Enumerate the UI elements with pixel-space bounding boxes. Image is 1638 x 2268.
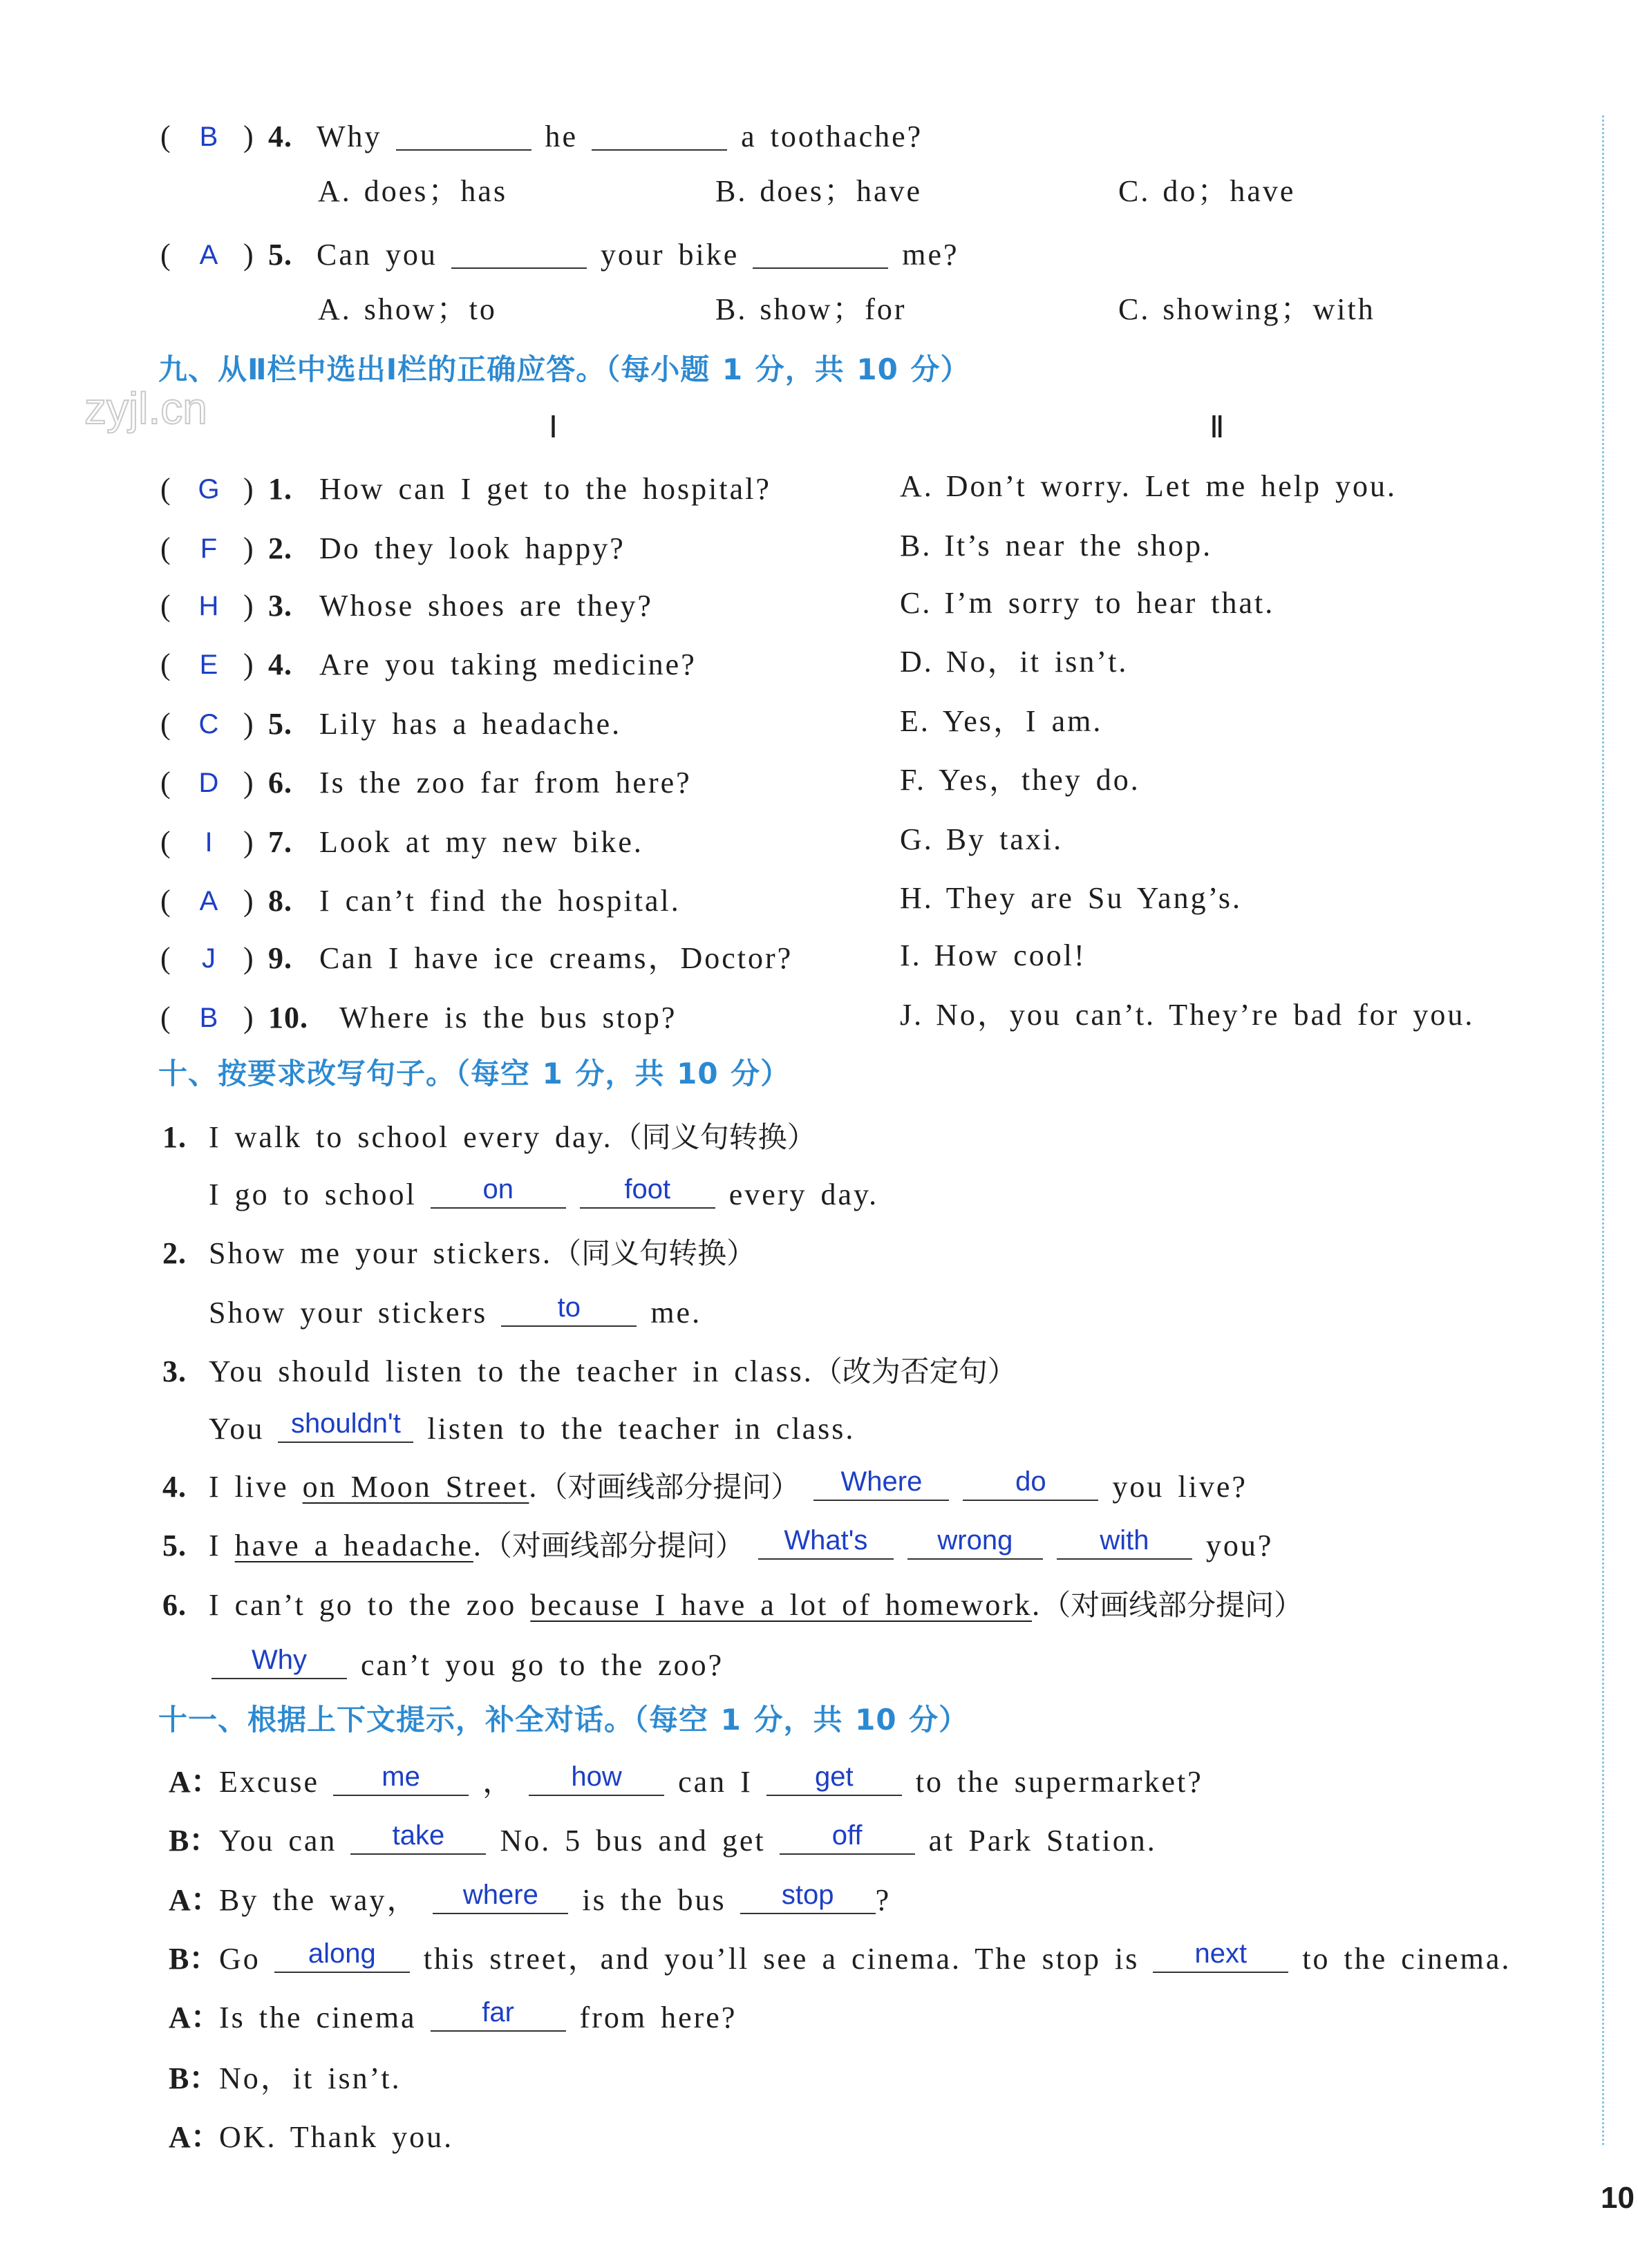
answer-letter: D xyxy=(198,768,219,798)
answer-letter: F xyxy=(200,533,218,564)
response-option-f xyxy=(900,759,1140,801)
response-option-b xyxy=(900,525,1212,567)
question-text: I can’t find the hospital. xyxy=(319,884,681,918)
question-text: Whose shoes are they? xyxy=(319,589,653,623)
stem-text: me? xyxy=(902,238,959,272)
answer-paren-close: ) xyxy=(243,941,256,975)
matching-row-9 xyxy=(0,938,1638,979)
answer-text: I go to school xyxy=(209,1178,417,1211)
item-prompt xyxy=(209,1466,1248,1508)
answer-blank: me xyxy=(333,1761,469,1796)
prompt-text: I can’t go to the zoo xyxy=(209,1588,517,1622)
answer-paren-close: ) xyxy=(243,648,256,681)
response-option-i xyxy=(900,935,1086,976)
answer-paren-close: ) xyxy=(243,707,256,741)
option-label: B. xyxy=(715,174,748,208)
matching-row-1 xyxy=(0,469,1638,510)
item-number: 3. xyxy=(162,1354,187,1388)
prompt-text: Show me your stickers. xyxy=(209,1236,553,1270)
response-text: By taxi. xyxy=(945,822,1064,856)
line-text: ? xyxy=(875,1883,892,1917)
answer-blank: wrong xyxy=(907,1525,1043,1560)
choice-options-5 xyxy=(0,289,1638,330)
section-heading-text: 十一、根据上下文提示，补全对话。（每空 1 分，共 10 分） xyxy=(158,1703,969,1737)
option-text: does；have xyxy=(760,174,923,208)
answer-blank xyxy=(396,116,531,151)
rewrite-item-4 xyxy=(0,1466,1638,1508)
answer-blank: far xyxy=(431,1997,566,2032)
prompt-text: I xyxy=(209,1529,221,1562)
speaker-label: A： xyxy=(169,1765,221,1799)
answer-paren-open: ( xyxy=(160,884,173,918)
dialogue-line-2 xyxy=(0,1820,1638,1862)
instruction-text: （对画线部分提问） xyxy=(482,1529,744,1562)
prompt-end: . xyxy=(529,1470,539,1504)
answer-line xyxy=(209,1292,702,1334)
answer-blank xyxy=(451,234,587,269)
line-text: this street，and you’ll see a cinema. The stop is xyxy=(423,1942,1140,1976)
question-text: Is the zoo far from here? xyxy=(319,766,692,800)
option-label: A. xyxy=(318,292,352,326)
question-text: Can I have ice creams，Doctor? xyxy=(319,941,793,975)
column-i-header: Ⅰ xyxy=(549,410,560,444)
question-number: 2. xyxy=(268,531,292,565)
option-text: do；have xyxy=(1162,174,1296,208)
option-text: does；has xyxy=(364,174,508,208)
question-text: Lily has a headache. xyxy=(319,707,622,741)
item-number: 5. xyxy=(162,1529,187,1562)
answer-line xyxy=(209,1408,855,1450)
option-label: B. xyxy=(715,292,748,326)
answer-letter: B xyxy=(199,1003,218,1033)
answer-paren-close: ) xyxy=(243,238,256,272)
option-c xyxy=(1118,289,1375,330)
line-text: can I xyxy=(678,1765,753,1799)
item-number: 6. xyxy=(162,1588,187,1622)
stem-text: Can you xyxy=(317,238,437,272)
response-label: G. xyxy=(900,822,934,856)
speaker-label: B： xyxy=(169,2061,220,2095)
question-number: 5. xyxy=(268,707,292,741)
question-text: Do they look happy? xyxy=(319,531,625,565)
answer-paren-open: ( xyxy=(160,589,173,623)
question-text: Look at my new bike. xyxy=(319,825,643,859)
question-text: How can I get to the hospital? xyxy=(319,472,771,506)
response-option-j xyxy=(900,994,1474,1036)
prompt-end: . xyxy=(1032,1588,1042,1622)
item-prompt xyxy=(209,1525,1273,1567)
option-a xyxy=(318,289,497,330)
answer-blank: Why xyxy=(211,1645,347,1679)
answer-blank: get xyxy=(766,1761,902,1796)
stem-text: a toothache? xyxy=(741,120,923,153)
matching-column-headers xyxy=(0,407,1638,448)
dialogue-line-6 xyxy=(0,2058,1638,2099)
dialogue-text xyxy=(219,1997,737,2039)
response-text: No，you can’t. They’re bad for you. xyxy=(936,998,1475,1032)
answer-text: Show your stickers xyxy=(209,1296,488,1330)
answer-paren-open: ( xyxy=(160,766,173,800)
answer-letter: H xyxy=(198,591,219,621)
answer-paren-close: ) xyxy=(243,825,256,859)
answer-paren-close: ) xyxy=(243,589,256,623)
answer-letter: I xyxy=(205,827,213,858)
dialogue-text xyxy=(219,1761,1203,1803)
choice-question-4 xyxy=(0,116,1638,158)
rewrite-item-5 xyxy=(0,1525,1638,1567)
instruction-text: （对画线部分提问） xyxy=(538,1470,800,1504)
rewrite-item-3-answer xyxy=(0,1408,1638,1450)
response-text: It’s near the shop. xyxy=(944,529,1213,563)
answer-paren-open: ( xyxy=(160,707,173,741)
question-text: Are you taking medicine? xyxy=(319,648,697,681)
response-option-e xyxy=(900,701,1102,742)
column-ii-header: Ⅱ xyxy=(1209,410,1227,444)
answer-paren-open: ( xyxy=(160,648,173,681)
rewrite-item-3-prompt xyxy=(0,1351,1638,1392)
stem-text: Why xyxy=(317,120,382,153)
speaker-label: A： xyxy=(169,1883,221,1917)
answer-paren-open: ( xyxy=(160,531,173,565)
response-text: Don’t worry. Let me help you. xyxy=(945,469,1397,503)
item-prompt xyxy=(209,1117,816,1158)
section-heading-text: 九、从Ⅱ栏中选出Ⅰ栏的正确应答。（每小题 1 分，共 10 分） xyxy=(158,352,970,386)
question-number: 3. xyxy=(268,589,292,623)
line-text: at Park Station. xyxy=(928,1824,1157,1858)
rewrite-item-2-prompt xyxy=(0,1233,1638,1274)
line-text: to the cinema. xyxy=(1302,1942,1512,1976)
item-prompt xyxy=(209,1585,1303,1626)
question-number: 10. xyxy=(268,1001,308,1034)
answer-paren-close: ) xyxy=(243,472,256,506)
answer-blank: off xyxy=(780,1820,915,1855)
answer-letter: C xyxy=(198,709,219,739)
dialogue-text xyxy=(219,1820,1157,1862)
response-text: How cool! xyxy=(934,938,1086,972)
underlined-phrase: because I have a lot of homework xyxy=(530,1588,1033,1622)
option-label: C. xyxy=(1118,292,1151,326)
line-text: No. 5 bus and get xyxy=(500,1824,766,1858)
response-label: J. xyxy=(900,998,924,1032)
option-text: showing；with xyxy=(1162,292,1375,326)
underlined-phrase: have a headache xyxy=(234,1529,473,1562)
dialogue-text xyxy=(219,1938,1511,1980)
rewrite-item-1-prompt xyxy=(0,1117,1638,1158)
response-text: No，it isn’t. xyxy=(945,645,1129,679)
response-text: Yes，they do. xyxy=(938,763,1140,797)
answer-blank: to xyxy=(501,1292,637,1327)
question-number: 8. xyxy=(268,884,292,918)
answer-text: listen to the teacher in class. xyxy=(427,1412,856,1446)
answer-blank: What's xyxy=(758,1525,894,1560)
line-text: from here? xyxy=(579,2001,737,2034)
response-label: E. xyxy=(900,704,930,738)
question-number: 7. xyxy=(268,825,292,859)
response-label: H. xyxy=(900,881,934,915)
answer-paren-close: ) xyxy=(243,766,256,800)
item-prompt xyxy=(209,1233,755,1274)
underlined-phrase: on Moon Street xyxy=(302,1470,529,1504)
matching-row-10 xyxy=(0,997,1638,1039)
response-option-c xyxy=(900,583,1274,624)
question-number: 4. xyxy=(268,120,292,153)
question-stem xyxy=(317,234,959,276)
line-text: Go xyxy=(219,1942,261,1976)
answer-paren-close: ) xyxy=(243,531,256,565)
matching-row-8 xyxy=(0,880,1638,922)
instruction-text: （改为否定句） xyxy=(813,1354,1017,1388)
question-number: 4. xyxy=(268,648,292,681)
response-label: F. xyxy=(900,763,926,797)
answer-letter: J xyxy=(202,943,216,974)
answer-letter: A xyxy=(199,886,218,916)
section-10-heading xyxy=(0,1053,1638,1095)
item-number: 1. xyxy=(162,1120,187,1154)
prompt-end: . xyxy=(473,1529,483,1562)
option-a xyxy=(318,171,507,212)
answer-paren-open: ( xyxy=(160,825,173,859)
matching-row-6 xyxy=(0,762,1638,804)
line-text: No，it isn’t. xyxy=(219,2061,402,2095)
instruction-text: （同义句转换） xyxy=(552,1236,756,1270)
instruction-text: （对画线部分提问） xyxy=(1042,1588,1303,1622)
question-number: 5. xyxy=(268,238,292,272)
speaker-label: A： xyxy=(169,2120,221,2154)
item-prompt xyxy=(209,1351,1017,1392)
question-number: 6. xyxy=(268,766,292,800)
section-heading-text: 十、按要求改写句子。（每空 1 分，共 10 分） xyxy=(158,1057,791,1090)
dialogue-text xyxy=(219,1880,891,1921)
answer-paren-close: ) xyxy=(243,1001,256,1034)
answer-line xyxy=(209,1174,878,1216)
speaker-label: B： xyxy=(169,1942,220,1976)
dialogue-line-3 xyxy=(0,1880,1638,1921)
option-b xyxy=(715,289,907,330)
answer-letter: E xyxy=(199,650,218,680)
response-text: They are Su Yang’s. xyxy=(945,881,1242,915)
line-text: Excuse xyxy=(219,1765,320,1799)
prompt-text: I walk to school every day. xyxy=(209,1120,613,1154)
matching-row-7 xyxy=(0,822,1638,863)
answer-letter: B xyxy=(199,122,218,152)
answer-text: you live? xyxy=(1112,1470,1248,1504)
answer-text: every day. xyxy=(728,1178,879,1211)
option-label: C. xyxy=(1118,174,1151,208)
question-text: Where is the bus stop? xyxy=(339,1001,677,1034)
line-text: OK. Thank you. xyxy=(219,2120,454,2154)
line-text: Is the cinema xyxy=(219,2001,417,2034)
response-option-g xyxy=(900,819,1063,860)
answer-letter: A xyxy=(199,240,218,270)
matching-row-2 xyxy=(0,528,1638,569)
answer-blank: stop xyxy=(740,1880,876,1914)
speaker-label: B： xyxy=(169,1824,220,1858)
question-stem xyxy=(317,116,923,158)
prompt-text: I live xyxy=(209,1470,289,1504)
line-text: is the bus xyxy=(582,1883,726,1917)
item-number: 2. xyxy=(162,1236,187,1270)
response-label: I. xyxy=(900,938,922,972)
choice-options-4 xyxy=(0,171,1638,212)
option-text: show；for xyxy=(760,292,907,326)
speaker-label: A： xyxy=(169,2001,221,2034)
answer-blank: along xyxy=(274,1938,410,1973)
response-option-a xyxy=(900,466,1397,507)
answer-letter: G xyxy=(198,474,220,504)
answer-text: can’t you go to the zoo? xyxy=(361,1648,724,1682)
rewrite-item-2-answer xyxy=(0,1292,1638,1334)
response-option-h xyxy=(900,878,1242,919)
dialogue-line-5 xyxy=(0,1997,1638,2039)
answer-paren-open: ( xyxy=(160,120,173,153)
answer-blank xyxy=(592,116,727,151)
answer-blank: do xyxy=(963,1466,1098,1501)
answer-blank: Where xyxy=(813,1466,949,1501)
answer-paren-open: ( xyxy=(160,238,173,272)
answer-line xyxy=(211,1645,724,1686)
answer-text: me. xyxy=(650,1296,702,1330)
prompt-text: You should listen to the teacher in class. xyxy=(209,1354,813,1388)
stem-text: your bike xyxy=(600,238,740,272)
section-9-heading xyxy=(0,349,1638,390)
line-text: ， xyxy=(482,1765,516,1799)
matching-row-3 xyxy=(0,585,1638,627)
choice-question-5 xyxy=(0,234,1638,276)
option-c xyxy=(1118,171,1295,212)
watermark: zyjl.cn xyxy=(84,384,207,433)
answer-text: You xyxy=(209,1412,265,1446)
line-text: You can xyxy=(219,1824,337,1858)
line-text: By the way， xyxy=(219,1883,420,1917)
response-option-d xyxy=(900,641,1128,683)
answer-text: you? xyxy=(1205,1529,1274,1562)
answer-blank: where xyxy=(433,1880,568,1914)
answer-blank: on xyxy=(431,1174,566,1209)
dialogue-line-7 xyxy=(0,2117,1638,2158)
line-text: to the supermarket? xyxy=(915,1765,1203,1799)
option-label: A. xyxy=(318,174,352,208)
item-number: 4. xyxy=(162,1470,187,1504)
answer-paren-open: ( xyxy=(160,1001,173,1034)
instruction-text: （同义句转换） xyxy=(612,1120,816,1154)
answer-blank xyxy=(753,234,888,269)
response-text: Yes，I am. xyxy=(942,704,1103,738)
answer-blank: take xyxy=(350,1820,486,1855)
rewrite-item-6-answer xyxy=(0,1645,1638,1686)
answer-paren-open: ( xyxy=(160,472,173,506)
answer-blank: foot xyxy=(580,1174,715,1209)
rewrite-item-6-prompt xyxy=(0,1585,1638,1626)
answer-blank: shouldn't xyxy=(278,1408,413,1443)
response-label: B. xyxy=(900,529,932,563)
response-text: I’m sorry to hear that. xyxy=(944,586,1275,620)
answer-paren-open: ( xyxy=(160,941,173,975)
dialogue-line-4 xyxy=(0,1938,1638,1980)
page-number: 10 xyxy=(1601,2181,1635,2215)
matching-row-5 xyxy=(0,703,1638,745)
matching-row-4 xyxy=(0,644,1638,686)
stem-text: he xyxy=(545,120,578,153)
answer-paren-close: ) xyxy=(243,884,256,918)
rewrite-item-1-answer xyxy=(0,1174,1638,1216)
question-number: 9. xyxy=(268,941,292,975)
response-label: C. xyxy=(900,586,932,620)
answer-blank: with xyxy=(1057,1525,1192,1560)
response-label: A. xyxy=(900,469,934,503)
option-text: show；to xyxy=(364,292,497,326)
section-11-heading xyxy=(0,1699,1638,1741)
answer-blank: how xyxy=(529,1761,664,1796)
question-number: 1. xyxy=(268,472,292,506)
answer-paren-close: ) xyxy=(243,120,256,153)
option-b xyxy=(715,171,922,212)
answer-blank: next xyxy=(1153,1938,1288,1973)
response-label: D. xyxy=(900,645,934,679)
dialogue-line-1 xyxy=(0,1761,1638,1803)
